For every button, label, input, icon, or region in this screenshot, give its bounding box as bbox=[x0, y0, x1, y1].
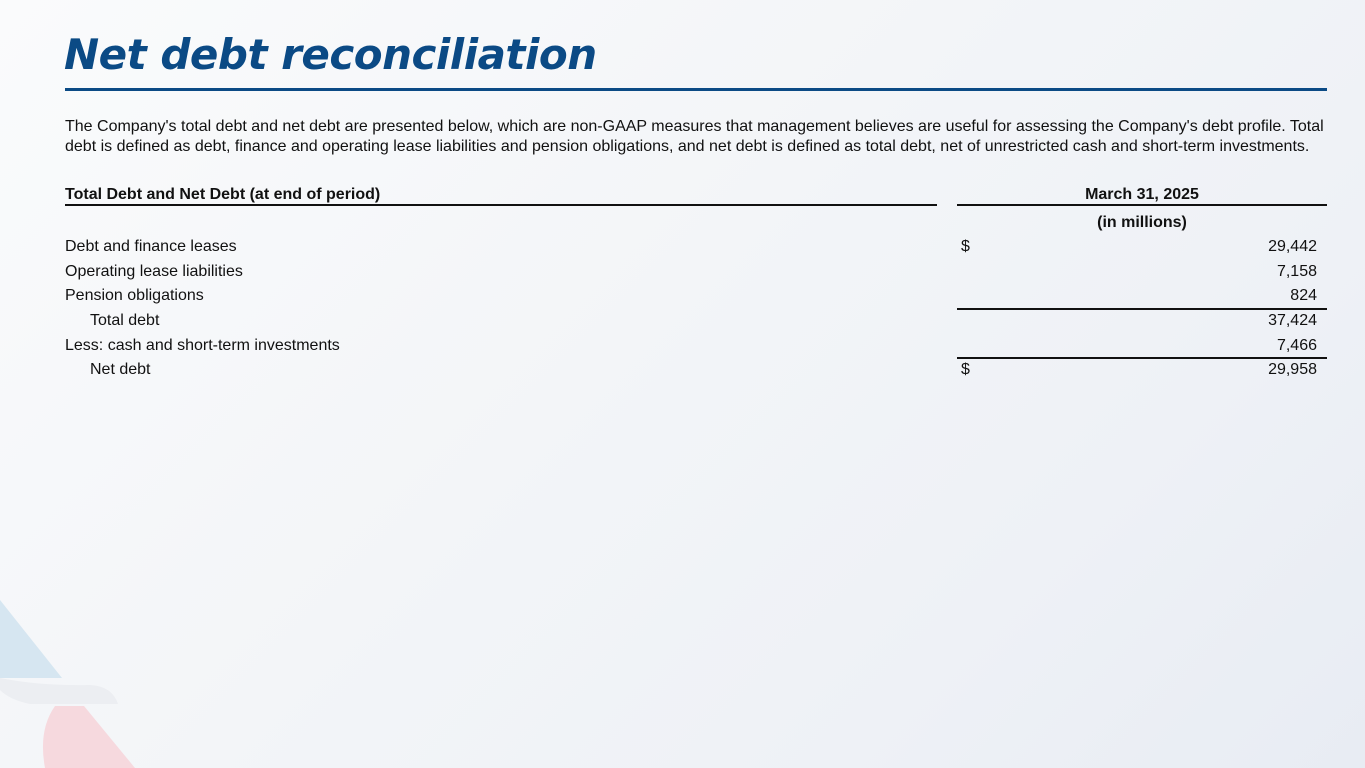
airline-logo-watermark bbox=[0, 560, 260, 768]
table-row-total bbox=[65, 309, 1327, 334]
row-label: Less: cash and short-term investments bbox=[65, 336, 340, 354]
row-label: Total debt bbox=[90, 311, 160, 329]
units-row bbox=[65, 211, 1327, 236]
row-value: 7,466 bbox=[1276, 336, 1317, 354]
table-row bbox=[65, 334, 1327, 359]
column-header: March 31, 2025 bbox=[957, 186, 1327, 206]
table-row-net bbox=[65, 358, 1327, 383]
row-value: 7,158 bbox=[1276, 262, 1317, 280]
table-header-row bbox=[65, 186, 1327, 211]
title-divider bbox=[65, 88, 1327, 91]
row-label: Net debt bbox=[90, 361, 151, 379]
row-value: 29,442 bbox=[1268, 238, 1317, 256]
units-label: (in millions) bbox=[1097, 213, 1187, 231]
row-value: 37,424 bbox=[1268, 311, 1317, 329]
intro-paragraph: The Company's total debt and net debt are presented below, which are non-GAAP measures that management believes are useful for assessing the Company's debt profile. Total debt is defined as debt, finance and operating lease liabilities and pension obligations, and net debt is defined as total debt, net of unrestricted cash and short-term investments. bbox=[65, 118, 1324, 155]
table-row bbox=[65, 260, 1327, 285]
row-label: Debt and finance leases bbox=[65, 238, 237, 256]
row-value: 824 bbox=[1290, 287, 1317, 305]
table-header-label: Total Debt and Net Debt (at end of period) bbox=[65, 186, 937, 206]
net-debt-table bbox=[65, 186, 1327, 383]
currency-symbol: $ bbox=[961, 361, 970, 379]
table-row bbox=[65, 284, 1327, 309]
table-row bbox=[65, 235, 1327, 260]
row-value: 29,958 bbox=[1268, 361, 1317, 379]
currency-symbol: $ bbox=[961, 238, 970, 256]
page-title: Net debt reconciliation bbox=[64, 30, 597, 79]
row-label: Pension obligations bbox=[65, 287, 204, 305]
row-label: Operating lease liabilities bbox=[65, 262, 243, 280]
